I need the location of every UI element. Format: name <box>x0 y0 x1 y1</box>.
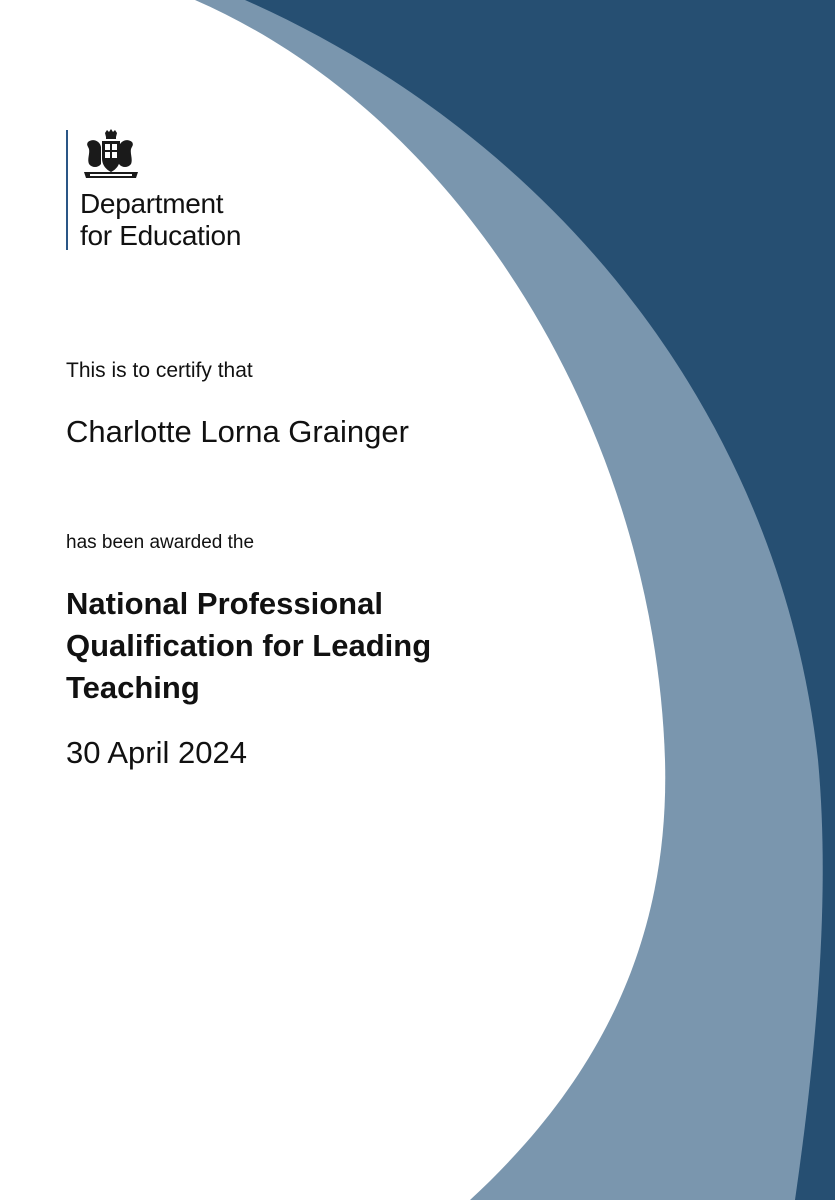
department-logo <box>66 128 286 253</box>
royal-coat-of-arms-icon <box>78 128 142 184</box>
qualification-title <box>66 583 496 709</box>
recipient-name: Charlotte Lorna Grainger <box>66 414 409 449</box>
department-name <box>80 188 241 252</box>
certify-statement: This is to certify that <box>66 359 253 382</box>
department-name-line1: Department <box>80 188 224 219</box>
logo-divider <box>66 130 68 250</box>
department-name-line2: for Education <box>80 220 242 251</box>
awarded-statement: has been awarded the <box>66 532 255 553</box>
qualification-title-line1: National Professional <box>66 586 383 621</box>
qualification-title-line2: Qualification for Leading <box>66 628 432 663</box>
qualification-title-line3: Teaching <box>66 670 200 705</box>
award-date: 30 April 2024 <box>66 735 247 770</box>
